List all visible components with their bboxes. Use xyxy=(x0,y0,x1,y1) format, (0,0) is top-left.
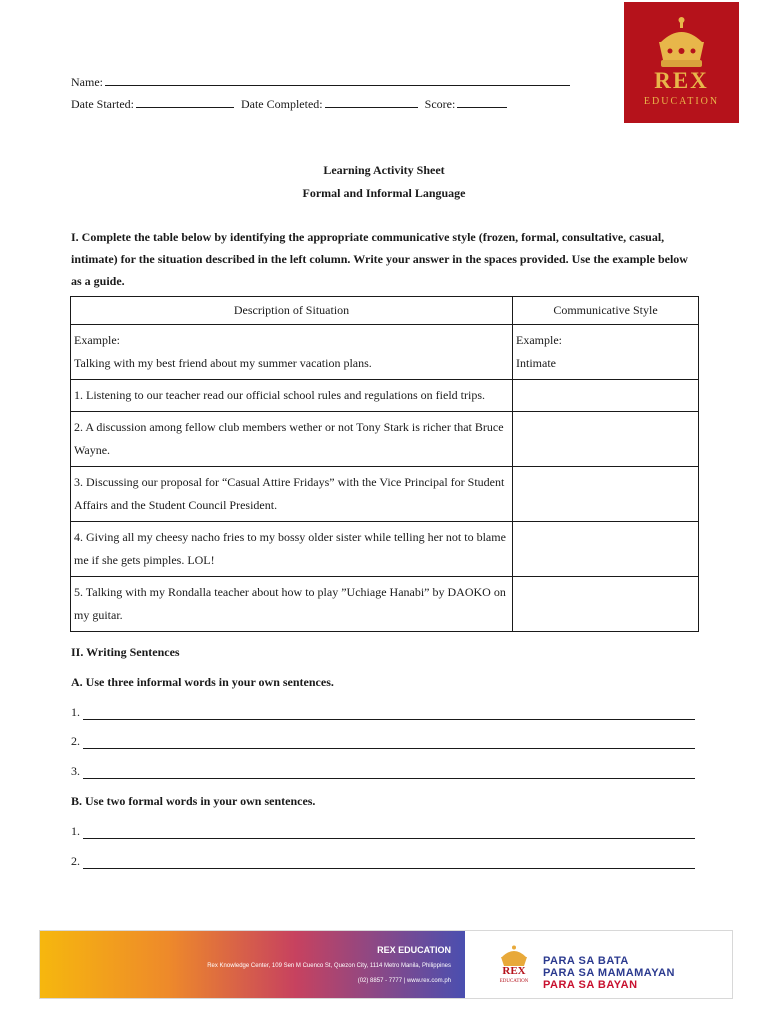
part2-b-instruction: B. Use two formal words in your own sentences. xyxy=(71,794,316,808)
line-number: 1. xyxy=(71,705,80,719)
rex-education-logo xyxy=(624,2,739,123)
table-row xyxy=(71,467,699,522)
part2-a-instruction: A. Use three informal words in your own sentences. xyxy=(71,675,334,689)
date-score-row xyxy=(71,95,507,112)
sentence-line-b2[interactable] xyxy=(71,853,695,869)
footer-crown-icon xyxy=(497,945,531,967)
answer-rule[interactable] xyxy=(83,764,695,779)
date-completed-label: Date Completed: xyxy=(240,97,323,111)
table-row xyxy=(71,522,699,577)
style-answer-4[interactable] xyxy=(513,522,699,577)
situation-3: 3. Discussing our proposal for “Casual Attire Fridays” with the Vice Principal for Student Affairs and the Student Council President. xyxy=(71,467,513,522)
example-situation-cell xyxy=(71,325,513,380)
line-number: 2. xyxy=(71,734,80,748)
answer-rule[interactable] xyxy=(83,705,695,720)
date-started-label: Date Started: xyxy=(71,97,134,111)
sentence-line-a1[interactable] xyxy=(71,704,695,720)
date-completed-blank[interactable] xyxy=(325,95,418,108)
part2-title: II. Writing Sentences xyxy=(71,645,180,659)
example-style-cell xyxy=(513,325,699,380)
footer-banner xyxy=(39,930,733,999)
style-answer-3[interactable] xyxy=(513,467,699,522)
situation-1: 1. Listening to our teacher read our official school rules and regulations on field trips. xyxy=(71,380,513,412)
line-number: 1. xyxy=(71,824,80,838)
sentence-line-a3[interactable] xyxy=(71,763,695,779)
example-style-label: Example: xyxy=(516,333,562,347)
header-description: Description of Situation xyxy=(71,297,513,325)
table-row xyxy=(71,412,699,467)
example-situation: Talking with my best friend about my summer vacation plans. xyxy=(74,356,372,370)
footer-title: REX EDUCATION xyxy=(377,945,451,955)
logo-brand-text: REX xyxy=(654,68,709,93)
line-number: 3. xyxy=(71,764,80,778)
style-answer-1[interactable] xyxy=(513,380,699,412)
crown-icon xyxy=(653,16,710,70)
style-answer-2[interactable] xyxy=(513,412,699,467)
footer-logo xyxy=(497,945,531,989)
style-answer-5[interactable] xyxy=(513,577,699,632)
name-label: Name: xyxy=(71,75,103,89)
header-style: Communicative Style xyxy=(513,297,699,325)
score-blank[interactable] xyxy=(457,95,507,108)
sentence-line-a2[interactable] xyxy=(71,733,695,749)
table-header-row xyxy=(71,297,699,325)
part1-instructions: I. Complete the table below by identifying the appropriate communicative style (frozen, formal, consultative, casual, intimate) for the situation described in the left column. Write your answer in the spaces provided. Use the example below as a guide. xyxy=(71,230,688,288)
slogan-line-2: PARA SA MAMAMAYAN xyxy=(543,967,675,979)
footer-contact: (02) 8857 - 7777 | www.rex.com.ph xyxy=(357,978,451,984)
answer-rule[interactable] xyxy=(83,734,695,749)
footer-address: Rex Knowledge Center, 109 Sen M Cuenco St, Quezon City, 1114 Metro Manila, Philippines xyxy=(207,963,451,969)
slogan-line-1: PARA SA BATA xyxy=(543,955,629,967)
situation-4: 4. Giving all my cheesy nacho fries to my bossy older sister while telling her not to blame me if she gets pimples. LOL! xyxy=(71,522,513,577)
example-label: Example: xyxy=(74,333,120,347)
footer-gradient-panel xyxy=(40,931,465,998)
line-number: 2. xyxy=(71,854,80,868)
footer-logo-subtitle: EDUCATION xyxy=(499,979,529,984)
score-label: Score: xyxy=(424,97,456,111)
logo-subtitle-text: EDUCATION xyxy=(643,96,720,107)
sentence-line-b1[interactable] xyxy=(71,823,695,839)
name-field[interactable] xyxy=(71,73,570,90)
sheet-subtitle: Formal and Informal Language xyxy=(302,186,466,200)
slogan-line-3: PARA SA BAYAN xyxy=(543,979,638,991)
example-style: Intimate xyxy=(516,356,556,370)
situation-2: 2. A discussion among fellow club members wether or not Tony Stark is richer that Bruce Wayne. xyxy=(71,412,513,467)
situation-5: 5. Talking with my Rondalla teacher about how to play ”Uchiage Hanabi” by DAOKO on my guitar. xyxy=(71,577,513,632)
answer-rule[interactable] xyxy=(83,854,695,869)
table-row xyxy=(71,380,699,412)
name-blank[interactable] xyxy=(105,73,570,86)
sheet-title: Learning Activity Sheet xyxy=(323,163,445,177)
situation-table xyxy=(70,296,699,632)
date-started-blank[interactable] xyxy=(136,95,234,108)
table-row xyxy=(71,577,699,632)
table-row-example xyxy=(71,325,699,380)
footer-logo-brand: REX xyxy=(502,965,526,977)
answer-rule[interactable] xyxy=(83,824,695,839)
